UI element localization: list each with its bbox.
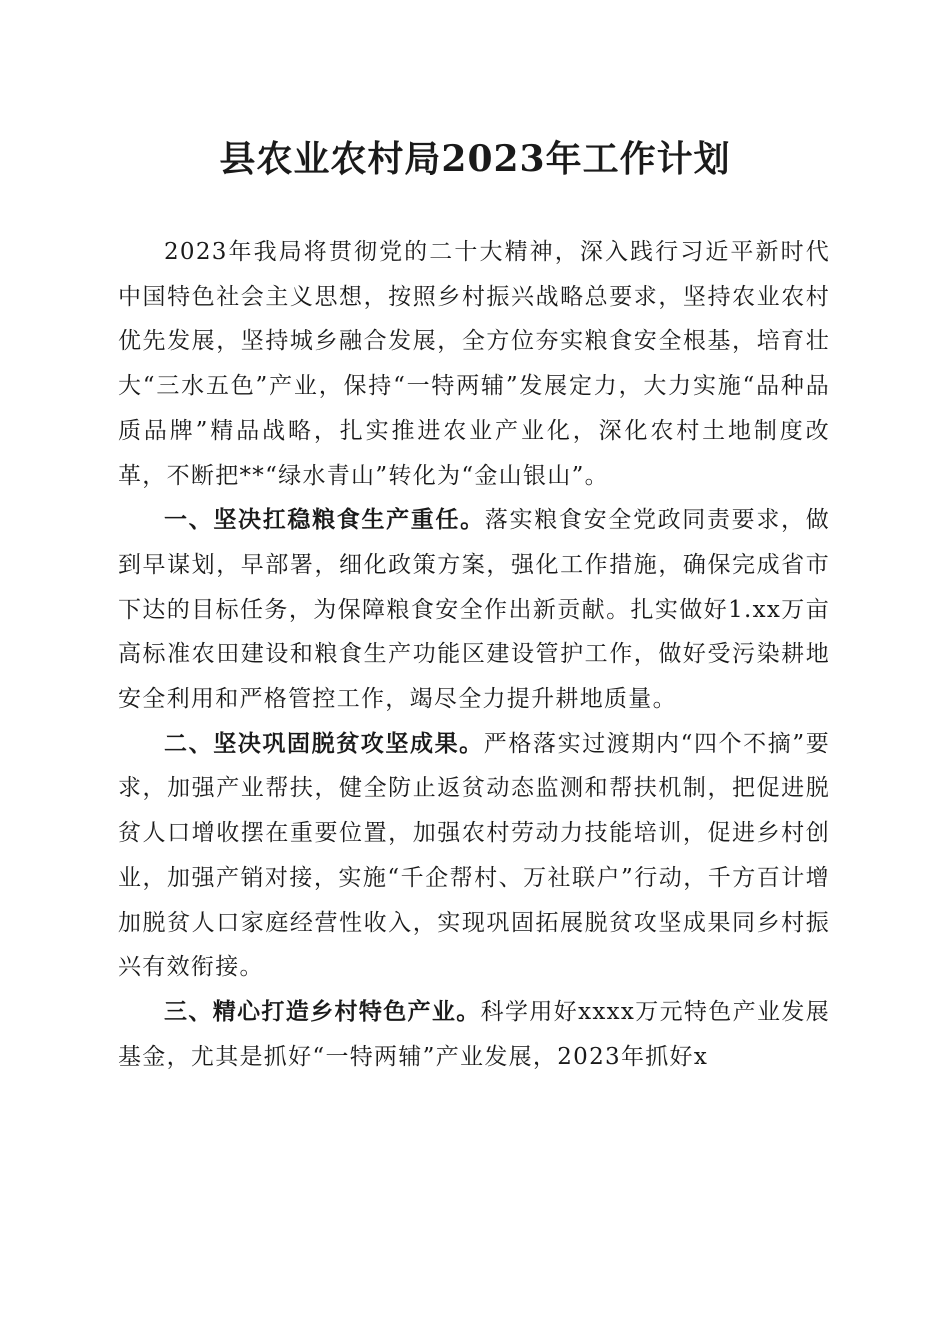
section-text-1: 落实粮食安全党政同责要求，做到早谋划，早部署，细化政策方案，强化工作措施，确保完成省市下达的目标任务，为保障粮食安全作出新贡献。扎实做好1.xx万亩高标准农田建设和粮食生产功能区建设管护工作，做好受污染耕地安全利用和严格管控工作，竭尽全力提升耕地质量。	[118, 507, 831, 713]
section-heading-3: 三、精心打造乡村特色产业。	[164, 998, 481, 1025]
intro-paragraph: 2023年我局将贯彻党的二十大精神，深入践行习近平新时代中国特色社会主义思想，按照乡村振兴战略总要求，坚持农业农村优先发展，坚持城乡融合发展，全方位夯实粮食安全根基，培育壮大“三水五色”产业，保持“一特两辅”发展定力，大力实施“品种品质品牌”精品战略，扎实推进农业产业化，深化农村土地制度改革，不断把**“绿水青山”转化为“金山银山”。	[118, 239, 830, 489]
section-paragraph-2	[118, 722, 830, 990]
section-heading-1: 一、坚决扛稳粮食生产重任。	[164, 507, 485, 534]
section-text-2: 严格落实过渡期内“四个不摘”要求，加强产业帮扶，健全防止返贫动态监测和帮扶机制，把促进脱贫人口增收摆在重要位置，加强农村劳动力技能培训，促进乡村创业，加强产销对接，实施“千企帮村、万社联户”行动，千方百计增加脱贫人口家庭经营性收入，实现巩固拓展脱贫攻坚成果同乡村振兴有效衔接。	[118, 730, 830, 981]
section-paragraph-1	[118, 498, 830, 722]
document-body	[118, 230, 830, 1079]
document-title: 县农业农村局2023年工作计划	[219, 138, 731, 180]
section-text-3: 科学用好xxxx万元特色产业发展基金，尤其是抓好“一特两辅”产业发展，2023年抓好x	[118, 998, 831, 1070]
section-paragraph-3	[118, 990, 830, 1079]
section-heading-2: 二、坚决巩固脱贫攻坚成果。	[164, 730, 484, 757]
